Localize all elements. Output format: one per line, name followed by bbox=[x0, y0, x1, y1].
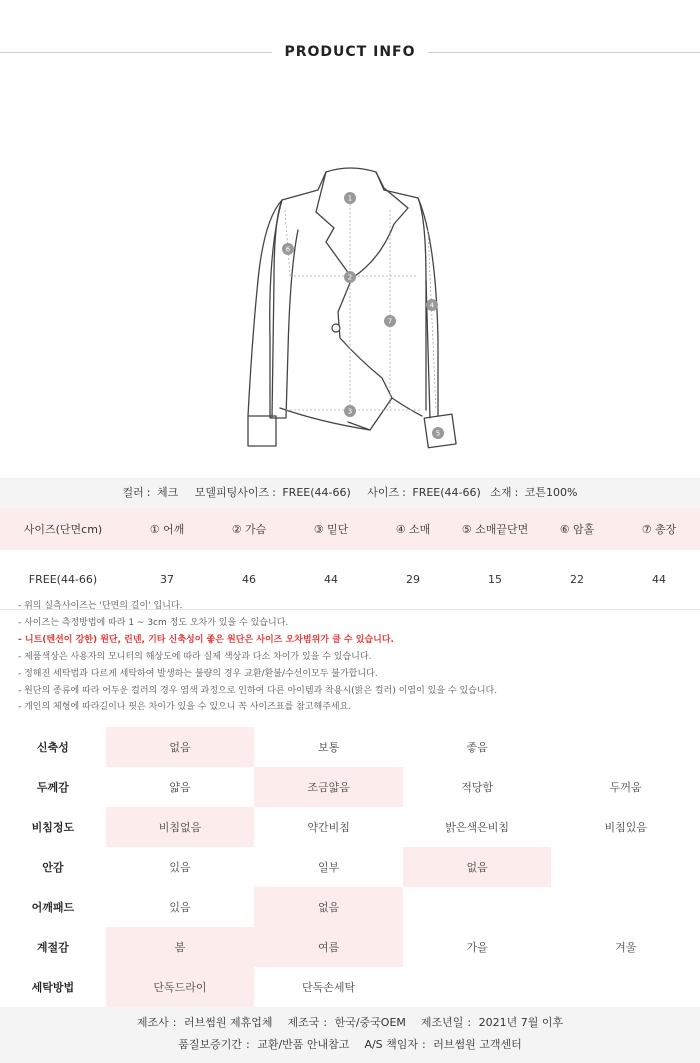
option-value bbox=[551, 967, 700, 1007]
option-value: 좋음 bbox=[466, 741, 488, 754]
option-label: 비침정도 bbox=[31, 821, 75, 834]
option-row-lining bbox=[0, 847, 700, 887]
size-table bbox=[0, 508, 700, 610]
size-header-cell: ② 가슴 bbox=[231, 523, 267, 536]
size-header-cell: ④ 소매 bbox=[395, 523, 431, 536]
material-label: 소재 bbox=[490, 486, 512, 499]
note-item: - 제품색상은 사용자의 모니터의 해상도에 따라 실제 색상과 다소 차이가 있을 수 있습니다. bbox=[18, 651, 372, 662]
size-table-header bbox=[0, 508, 700, 550]
option-value bbox=[403, 967, 552, 1007]
option-row-thickness bbox=[0, 767, 700, 807]
option-row-washing bbox=[0, 967, 700, 1007]
option-value: 비침있음 bbox=[604, 821, 647, 834]
model-size-label: 모델피팅사이즈 bbox=[194, 486, 270, 499]
footer-line: 품질보증기간 : 교환/반품 안내참고 A/S 책임자 : 러브썸원 고객센터 bbox=[178, 1038, 522, 1051]
page-title: PRODUCT INFO bbox=[284, 44, 416, 60]
option-value bbox=[403, 887, 552, 927]
as-value: 러브썸원 고객센터 bbox=[433, 1038, 522, 1051]
maker-value: 러브썸원 제휴업체 bbox=[183, 1016, 273, 1029]
option-value: 적당함 bbox=[461, 781, 494, 794]
option-value: 겨울 bbox=[615, 941, 637, 954]
warranty-label: 품질보증기간 bbox=[178, 1038, 243, 1051]
marker-label: 7 bbox=[387, 317, 393, 326]
option-value: 있음 bbox=[169, 901, 191, 914]
option-value: 밝은색은비침 bbox=[445, 821, 510, 834]
note-item: - 원단의 종류에 따라 어두운 컬러의 경우 염색 과정으로 인하여 다른 아이템과 착용시(밝은 컬러) 이염이 있을 수 있습니다. bbox=[18, 685, 498, 696]
option-label: 어깨패드 bbox=[31, 901, 75, 914]
marker-label: 1 bbox=[347, 194, 353, 203]
color-value: 체크 bbox=[157, 486, 179, 499]
note-item: - 위의 실측사이즈는 '단면의 길이' 입니다. bbox=[18, 601, 183, 611]
option-value: 없음 bbox=[254, 887, 403, 927]
model-size-value: FREE(44-66) bbox=[282, 486, 351, 499]
country-value: 한국/중국OEM bbox=[334, 1016, 406, 1029]
material-value: 코튼100% bbox=[524, 486, 578, 499]
marker-label: 2 bbox=[347, 273, 353, 282]
color-label: 컬러 bbox=[122, 486, 144, 499]
size-header-cell: ⑥ 암홀 bbox=[559, 523, 595, 536]
size-label: 사이즈 bbox=[367, 486, 400, 499]
jacket-size-diagram bbox=[230, 160, 470, 460]
option-value: 두꺼움 bbox=[609, 781, 642, 794]
notes-list bbox=[18, 598, 688, 716]
note-item: - 사이즈는 측정방법에 따라 1 ~ 3cm 정도 오차가 있을 수 있습니다. bbox=[18, 617, 289, 628]
option-label: 세탁방법 bbox=[31, 981, 75, 994]
size-header-cell: 사이즈(단면cm) bbox=[23, 523, 103, 536]
option-value bbox=[551, 847, 700, 887]
option-value: 단독드라이 bbox=[106, 967, 255, 1007]
option-label: 안감 bbox=[42, 861, 64, 874]
size-value: FREE(44-66) bbox=[412, 486, 481, 499]
option-value: 얇음 bbox=[169, 781, 191, 794]
option-row-sheerness bbox=[0, 807, 700, 847]
option-row-season bbox=[0, 927, 700, 967]
option-value: 조금얇음 bbox=[254, 767, 403, 807]
option-value: 없음 bbox=[106, 727, 255, 767]
section-header bbox=[0, 0, 700, 90]
option-value: 약간비침 bbox=[307, 821, 350, 834]
spec-bar: 컬러 : 체크 모델피팅사이즈 : FREE(44-66) 사이즈 : FREE(44-66) 소재 : 코튼100% bbox=[0, 478, 700, 508]
maker-label: 제조사 bbox=[136, 1016, 169, 1029]
size-cell: FREE(44-66) bbox=[28, 573, 98, 586]
option-label: 계절감 bbox=[36, 941, 69, 954]
marker-label: 4 bbox=[429, 301, 435, 310]
option-value bbox=[551, 727, 700, 767]
option-value: 봄 bbox=[106, 927, 255, 967]
option-value: 가을 bbox=[466, 941, 488, 954]
size-header-cell: ③ 밑단 bbox=[313, 523, 349, 536]
header-divider-left bbox=[0, 52, 272, 53]
size-cell: 46 bbox=[242, 573, 256, 586]
note-item-warning: - 니트(텐션이 강한) 원단, 린넨, 기타 신축성이 좋은 원단은 사이즈 오차범위가 클 수 있습니다. bbox=[18, 634, 394, 645]
date-value: 2021년 7월 이후 bbox=[478, 1016, 564, 1029]
size-cell: 15 bbox=[488, 573, 502, 586]
note-item: - 정해진 세탁법과 다르게 세탁하여 발생하는 불량의 경우 교환/환불/수선이모두 불가합니다. bbox=[18, 668, 378, 679]
option-label: 두께감 bbox=[36, 781, 69, 794]
option-value: 단독손세탁 bbox=[302, 981, 356, 994]
header-divider-right bbox=[428, 52, 700, 53]
marker-label: 5 bbox=[435, 429, 441, 438]
option-value: 비침없음 bbox=[106, 807, 255, 847]
option-value: 있음 bbox=[169, 861, 191, 874]
country-label: 제조국 bbox=[287, 1016, 320, 1029]
option-value: 보통 bbox=[317, 741, 340, 754]
option-value: 일부 bbox=[317, 861, 340, 874]
as-label: A/S 책임자 bbox=[364, 1038, 419, 1051]
option-row-shoulder-pad bbox=[0, 887, 700, 927]
size-cell: 44 bbox=[324, 573, 338, 586]
option-label: 신축성 bbox=[36, 741, 69, 754]
size-cell: 37 bbox=[160, 573, 174, 586]
footer-line: 제조사 : 러브썸원 제휴업체 제조국 : 한국/중국OEM 제조년일 : 2021년 7월 이후 bbox=[136, 1016, 564, 1029]
size-cell: 22 bbox=[570, 573, 584, 586]
option-row-stretch bbox=[0, 727, 700, 767]
option-value: 여름 bbox=[254, 927, 403, 967]
option-value: 없음 bbox=[403, 847, 552, 887]
size-header-cell: ⑤ 소매끝단면 bbox=[461, 523, 529, 536]
size-header-cell: ① 어깨 bbox=[149, 523, 185, 536]
warranty-value: 교환/반품 안내참고 bbox=[257, 1038, 350, 1051]
marker-label: 6 bbox=[285, 245, 291, 254]
note-item: - 개인의 체형에 따라길이나 핏은 차이가 있을 수 있으니 꼭 사이즈표를 참고해주세요. bbox=[18, 702, 352, 713]
size-header-cell: ⑦ 총장 bbox=[641, 523, 677, 536]
manufacturer-info bbox=[0, 1007, 700, 1063]
size-cell: 44 bbox=[652, 573, 666, 586]
size-cell: 29 bbox=[406, 573, 420, 586]
date-label: 제조년일 bbox=[420, 1016, 464, 1029]
fabric-options-grid bbox=[0, 727, 700, 1007]
option-value bbox=[551, 887, 700, 927]
marker-label: 3 bbox=[347, 407, 353, 416]
